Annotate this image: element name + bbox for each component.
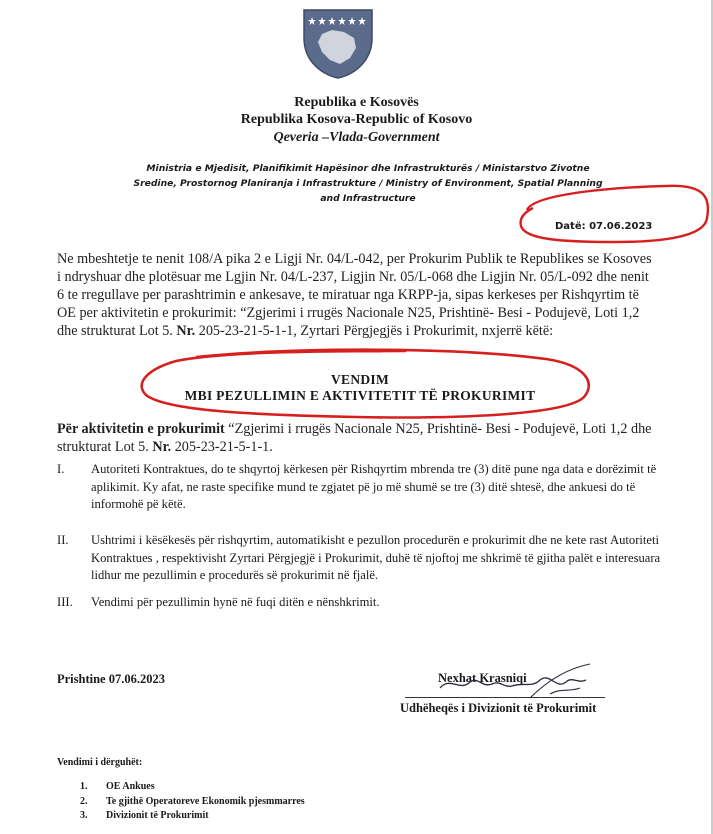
recipient-item bbox=[80, 810, 209, 821]
recipient-item bbox=[80, 781, 155, 792]
header-government: Qeveria –Vlada-Government bbox=[273, 130, 440, 145]
decision-title-line1: VENDIM bbox=[330, 372, 390, 387]
activity-text-a: “Zgjerimi i rrugës Nacionale N25, Prishtinë- Besi - Podujevë, Loti 1,2 dhe strukturat Lot 5. bbox=[57, 421, 652, 455]
sent-to-label: Vendimi i dërguhët: bbox=[57, 757, 143, 768]
intro-text-b: 205-23-21-5-1-1, Zyrtari Përgjegjës i Prokurimit, nxjerrë këtë: bbox=[195, 323, 554, 339]
place-and-date: Prishtine 07.06.2023 bbox=[57, 672, 165, 686]
ministry-name: Ministria e Mjedisit, Planifikimit Hapësinor dhe Infrastrukturës / Ministarstvo Zivotne Sredine, Prostornog Planiranja i Infrastrukture / Ministry of Environment, Spatial Planning and Infrastructure bbox=[133, 163, 603, 204]
intro-paragraph bbox=[57, 250, 657, 340]
header-republic-multi: Republika Kosova-Republic of Kosovo bbox=[240, 112, 473, 127]
recipient-number: 1. bbox=[80, 781, 88, 792]
signature-line bbox=[405, 697, 605, 698]
kosovo-emblem-icon bbox=[300, 8, 376, 80]
intro-text-a: Ne mbeshtetje te nenit 108/A pika 2 e Ligji Nr. 04/L-042, per Prokurim Publik te Republikes se Kosoves i ndryshuar dhe plotësuar me Lgjin Nr. 04/L-237, Ligjin Nr. 05/L-068 dhe Ligjin Nr. 05/L-092 dhe nenit 6 te rregullave per parashtrimin e ankesave, te miratuar nga KRPP-ja, sipas kerkeses per Rishqyrtim të OE per aktivitetin e prokurimit: “Zgjerimi i rrugës Nacionale N25, Prishtinë- Besi - Podujevë, Loti 1,2 dhe strukturat Lot 5. bbox=[57, 251, 652, 339]
decision-item-number: I. bbox=[57, 462, 65, 476]
recipient-number: 2. bbox=[80, 796, 88, 807]
signer-name: Nexhat Krasniqi bbox=[438, 671, 527, 685]
activity-nr-label: Nr. bbox=[152, 439, 172, 455]
recipient-name: Te gjithë Operatoreve Ekonomik pjesmmarres bbox=[106, 796, 305, 807]
recipient-number: 3. bbox=[80, 810, 88, 821]
decision-item-text: Ushtrimi i kësëkesës për rishqyrtim, automatikisht e pezullon procedurën e prokurimit dhe ne kete rast Autoriteti Kontraktues , respektivisht Zyrtari Përgjegjë i Prokurimit, duhë të njoftoj me shkrimë të gjitha palët e interesuara lidhur me pezullimin e procedurës së prokurimit në fjalë. bbox=[91, 533, 661, 582]
recipient-name: OE Ankues bbox=[106, 781, 155, 792]
decision-title-line2: MBI PEZULLIMIN E AKTIVITETIT TË PROKURIMIT bbox=[184, 388, 536, 403]
activity-text-b: 205-23-21-5-1-1. bbox=[171, 439, 273, 455]
header-republic-sq: Republika e Kosovës bbox=[294, 95, 419, 110]
intro-nr-label: Nr. bbox=[176, 323, 196, 339]
recipient-name: Divizionit të Prokurimit bbox=[106, 810, 209, 821]
activity-label: Për aktivitetin e prokurimit bbox=[57, 421, 225, 437]
activity-paragraph bbox=[57, 420, 677, 456]
decision-item-number: III. bbox=[57, 595, 73, 609]
decision-item-text: Vendimi për pezullimin hynë në fuqi ditën e nënshkrimit. bbox=[91, 595, 380, 609]
recipient-item bbox=[80, 796, 305, 807]
signer-title: Udhëheqës i Divizionit të Prokurimit bbox=[400, 701, 597, 715]
decision-title bbox=[140, 372, 580, 404]
document-date: Datë: 07.06.2023 bbox=[555, 221, 653, 232]
decision-item-number: II. bbox=[57, 533, 69, 547]
decision-item-text: Autoriteti Kontraktues, do te shqyrtoj kërkesen për Rishqyrtim mbrenda tre (3) ditë pune nga data e dorëzimit të aplikimit. Ky afat, ne raste specifike mund te zgjatet pë jo më shumë se tre (3) ditë shtesë, dhe ankuesi do të informohë pë këtë. bbox=[91, 462, 657, 511]
